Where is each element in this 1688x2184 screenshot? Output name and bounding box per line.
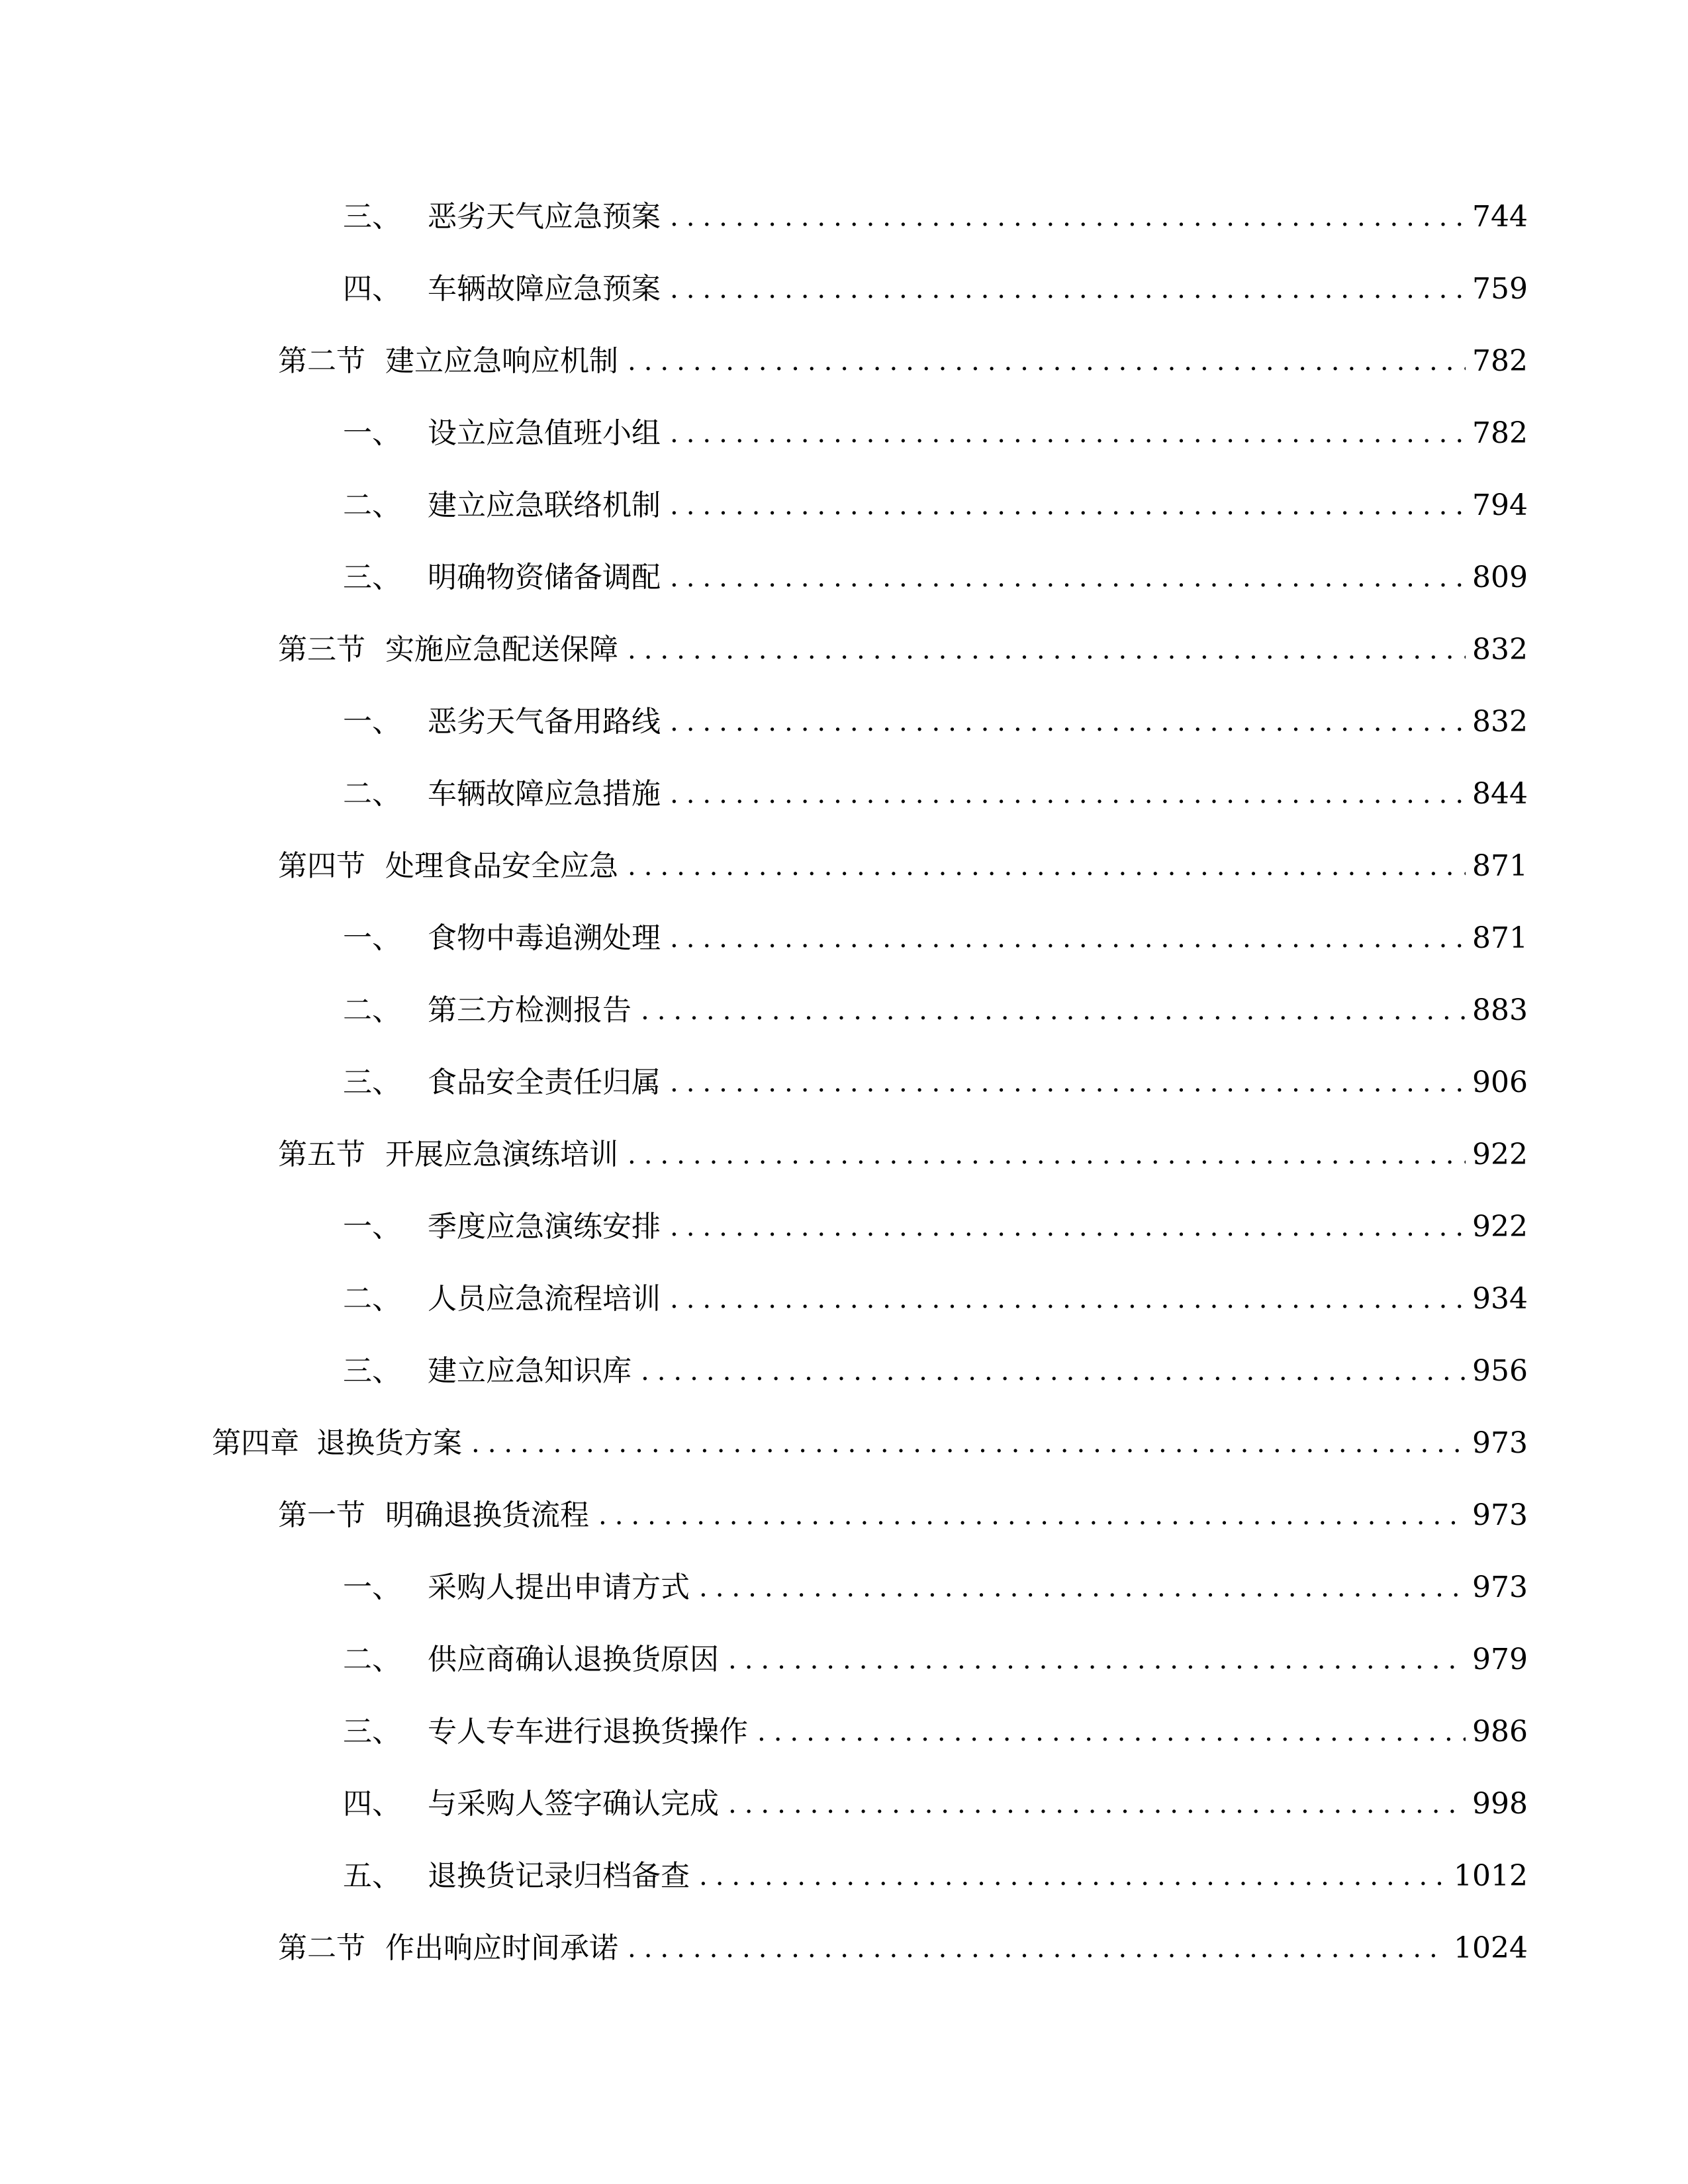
toc-entry-number: 一、	[343, 921, 401, 955]
toc-page-number: 998	[1472, 1787, 1528, 1821]
toc-entry[interactable]	[343, 410, 1528, 457]
toc-page-number: 832	[1472, 633, 1528, 666]
toc-page-number: 979	[1472, 1643, 1528, 1676]
toc-entry[interactable]	[343, 482, 1528, 529]
toc-dot-leader	[628, 1925, 1447, 1972]
toc-entry-title: 食品安全责任归属	[428, 1066, 661, 1099]
toc-entry-title: 实施应急配送保障	[385, 633, 618, 666]
toc-dot-leader	[670, 482, 1466, 529]
toc-entry-title: 供应商确认退换货原因	[428, 1643, 719, 1676]
toc-page-number: 973	[1472, 1426, 1528, 1460]
toc-entry-number: 二、	[343, 488, 401, 522]
toc-entry[interactable]	[343, 1565, 1528, 1611]
toc-entry-number: 第二节	[278, 1931, 365, 1965]
toc-entry[interactable]	[343, 194, 1528, 240]
toc-page-number: 956	[1472, 1354, 1528, 1388]
toc-entry-title: 恶劣天气应急预案	[428, 200, 661, 234]
toc-entry-title: 建立应急联络机制	[428, 488, 661, 522]
toc-entry-title: 第三方检测报告	[428, 993, 632, 1027]
toc-page-number: 922	[1472, 1210, 1528, 1244]
toc-entry[interactable]	[343, 987, 1528, 1034]
toc-page-number: 906	[1472, 1066, 1528, 1099]
toc-entry-number: 三、	[343, 1354, 401, 1388]
toc-entry[interactable]	[278, 627, 1528, 673]
toc-dot-leader	[641, 1348, 1466, 1394]
toc-entry-title: 建立应急知识库	[428, 1354, 632, 1388]
toc-page-number: 883	[1472, 993, 1528, 1027]
toc-dot-leader	[628, 338, 1466, 385]
toc-entry-number: 第二节	[278, 344, 365, 378]
toc-page-number: 782	[1472, 416, 1528, 450]
toc-entry-number: 一、	[343, 1210, 401, 1244]
toc-dot-leader	[670, 194, 1466, 240]
toc-entry-title: 专人专车进行退换货操作	[428, 1715, 748, 1749]
toc-dot-leader	[670, 771, 1466, 817]
toc-entry[interactable]	[343, 1709, 1528, 1755]
toc-dot-leader	[699, 1565, 1466, 1611]
toc-dot-leader	[670, 266, 1466, 312]
toc-entry-number: 二、	[343, 1643, 401, 1676]
toc-entry[interactable]	[343, 1781, 1528, 1827]
toc-dot-leader	[670, 410, 1466, 457]
toc-entry-number: 三、	[343, 561, 401, 594]
toc-entry[interactable]	[278, 843, 1528, 889]
toc-dot-leader	[670, 1204, 1466, 1250]
toc-entry-number: 三、	[343, 1066, 401, 1099]
toc-page-number: 1024	[1454, 1931, 1528, 1965]
toc-dot-leader	[670, 1276, 1466, 1322]
toc-entry[interactable]	[343, 1348, 1528, 1394]
toc-dot-leader	[628, 1132, 1466, 1178]
toc-entry[interactable]	[343, 1276, 1528, 1322]
toc-dot-leader	[471, 1420, 1466, 1467]
toc-entry-title: 车辆故障应急措施	[428, 777, 661, 811]
toc-entry-title: 恶劣天气备用路线	[428, 705, 661, 739]
toc-entry-number: 三、	[343, 200, 401, 234]
toc-entry-number: 五、	[343, 1859, 401, 1893]
toc-entry-number: 一、	[343, 416, 401, 450]
toc-entry-title: 与采购人签字确认完成	[428, 1787, 719, 1821]
toc-entry[interactable]	[343, 555, 1528, 601]
toc-page-number: 809	[1472, 561, 1528, 594]
toc-entry[interactable]	[278, 1925, 1528, 1972]
toc-entry-title: 作出响应时间承诺	[385, 1931, 618, 1965]
toc-entry-title: 采购人提出申请方式	[428, 1570, 690, 1604]
toc-dot-leader	[628, 627, 1466, 673]
toc-entry-title: 明确退换货流程	[385, 1498, 589, 1532]
toc-page-number: 922	[1472, 1138, 1528, 1171]
toc-dot-leader	[670, 915, 1466, 962]
toc-entry-title: 处理食品安全应急	[385, 849, 618, 883]
toc-entry-title: 车辆故障应急预案	[428, 272, 661, 306]
toc-entry-title: 退换货方案	[316, 1426, 462, 1460]
toc-entry-number: 四、	[343, 1787, 401, 1821]
toc-entry-title: 人员应急流程培训	[428, 1282, 661, 1316]
toc-entry[interactable]	[343, 771, 1528, 817]
toc-entry[interactable]	[343, 266, 1528, 312]
toc-dot-leader	[728, 1781, 1466, 1827]
toc-entry-title: 设立应急值班小组	[428, 416, 661, 450]
toc-entry-title: 季度应急演练安排	[428, 1210, 661, 1244]
toc-entry[interactable]	[278, 1132, 1528, 1178]
toc-entry-number: 四、	[343, 272, 401, 306]
toc-entry[interactable]	[343, 1204, 1528, 1250]
toc-entry-number: 第四章	[212, 1426, 299, 1460]
toc-dot-leader	[598, 1492, 1466, 1539]
toc-entry[interactable]	[212, 1420, 1528, 1467]
toc-page-number: 973	[1472, 1498, 1528, 1532]
toc-entry-number: 二、	[343, 993, 401, 1027]
toc-entry-title: 退换货记录归档备查	[428, 1859, 690, 1893]
toc-page-number: 986	[1472, 1715, 1528, 1749]
toc-page-number: 794	[1472, 488, 1528, 522]
toc-page-number: 1012	[1454, 1859, 1528, 1893]
toc-entry[interactable]	[278, 338, 1528, 385]
toc-page-number: 844	[1472, 777, 1528, 811]
toc-page-number: 832	[1472, 705, 1528, 739]
toc-page-number: 871	[1472, 849, 1528, 883]
toc-entry[interactable]	[278, 1492, 1528, 1539]
toc-dot-leader	[628, 843, 1466, 889]
toc-entry-number: 第四节	[278, 849, 365, 883]
toc-dot-leader	[670, 555, 1466, 601]
toc-entry-title: 建立应急响应机制	[385, 344, 618, 378]
toc-dot-leader	[728, 1637, 1466, 1683]
toc-page-number: 973	[1472, 1570, 1528, 1604]
toc-dot-leader	[641, 987, 1466, 1034]
toc-dot-leader	[670, 1060, 1466, 1106]
toc-page-number: 744	[1472, 200, 1528, 234]
toc-entry[interactable]	[343, 1060, 1528, 1106]
toc-entry-number: 第三节	[278, 633, 365, 666]
toc-page-number: 782	[1472, 344, 1528, 378]
toc-entry[interactable]	[343, 1853, 1528, 1899]
toc-page-number: 759	[1472, 272, 1528, 306]
toc-entry-number: 二、	[343, 1282, 401, 1316]
toc-entry-number: 一、	[343, 1570, 401, 1604]
toc-page-number: 934	[1472, 1282, 1528, 1316]
toc-dot-leader	[699, 1853, 1447, 1899]
toc-entry-number: 三、	[343, 1715, 401, 1749]
toc-dot-leader	[670, 699, 1466, 745]
toc-entry-title: 明确物资储备调配	[428, 561, 661, 594]
toc-entry-number: 第五节	[278, 1138, 365, 1171]
toc-entry-number: 一、	[343, 705, 401, 739]
toc-entry[interactable]	[343, 699, 1528, 745]
toc-entry-number: 第一节	[278, 1498, 365, 1532]
toc-entry[interactable]	[343, 1637, 1528, 1683]
toc-entry-title: 开展应急演练培训	[385, 1138, 618, 1171]
toc-entry-number: 二、	[343, 777, 401, 811]
toc-entry[interactable]	[343, 915, 1528, 962]
toc-dot-leader	[757, 1709, 1466, 1755]
toc-page-number: 871	[1472, 921, 1528, 955]
toc-entry-title: 食物中毒追溯处理	[428, 921, 661, 955]
